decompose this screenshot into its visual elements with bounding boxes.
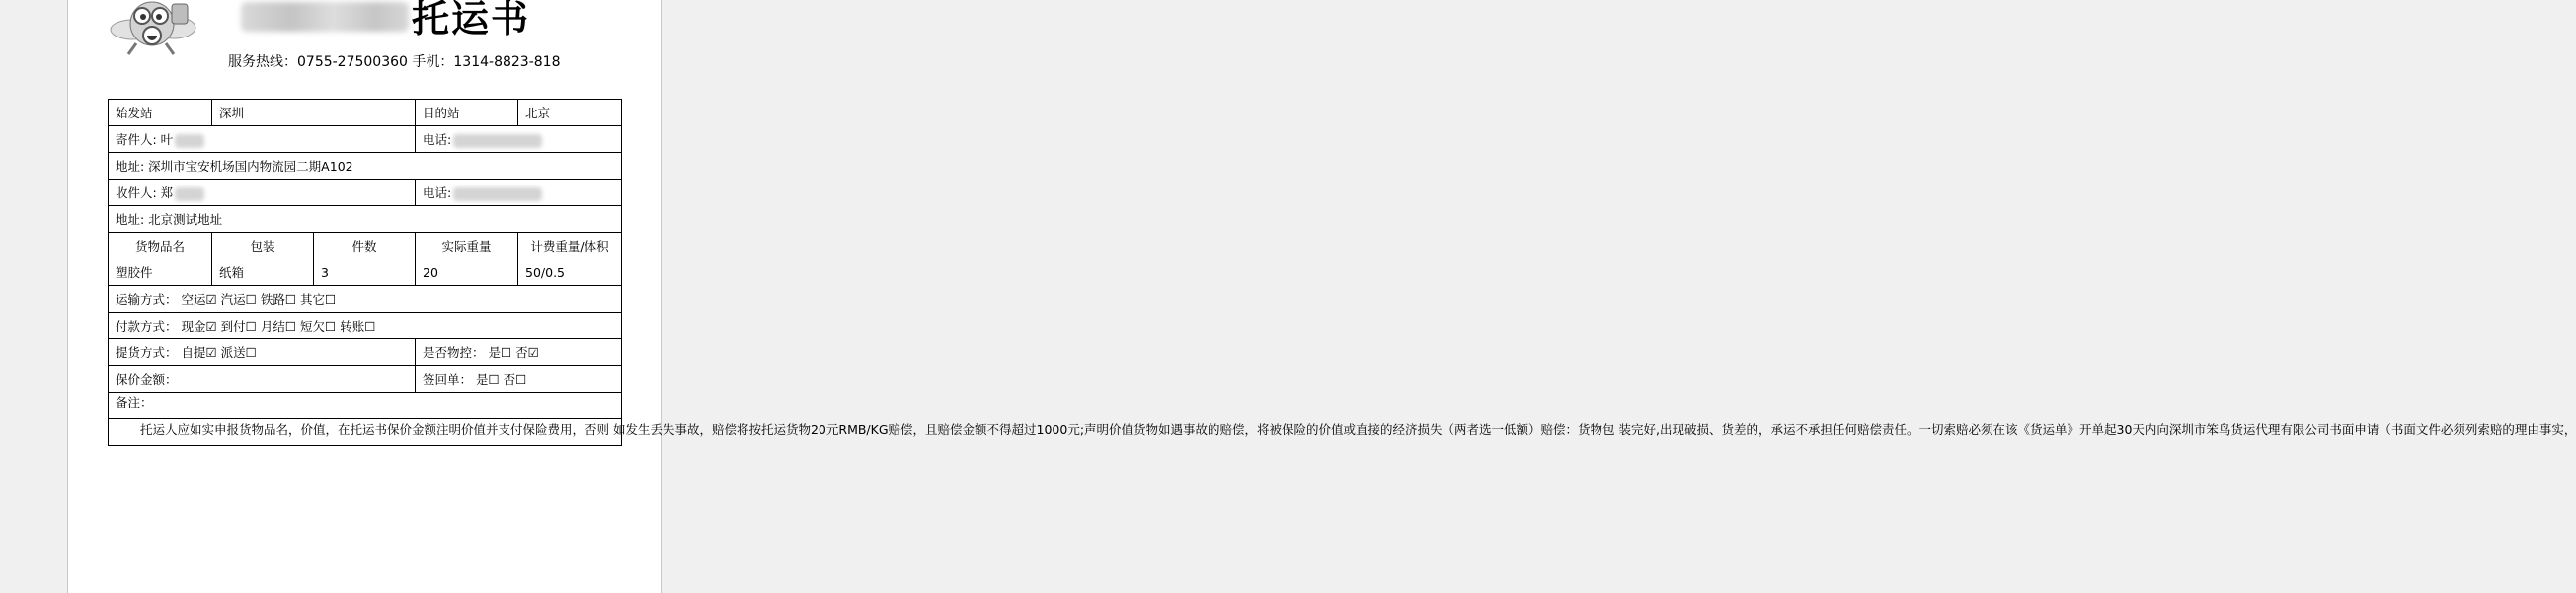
goods-data-row xyxy=(109,259,622,286)
origin-value[interactable]: 深圳 xyxy=(212,100,416,126)
payment-row xyxy=(109,313,622,339)
redacted-text xyxy=(453,134,542,148)
sender-name-field[interactable] xyxy=(109,126,416,153)
redacted-text xyxy=(453,187,542,201)
sender-phone-field[interactable] xyxy=(416,126,622,153)
sender-phone-label: 电话: xyxy=(423,132,452,147)
remark-field[interactable]: 备注： xyxy=(109,393,622,419)
insurance-row xyxy=(109,366,622,393)
receiver-phone-label: 电话: xyxy=(423,185,452,200)
document-title: 托运书 xyxy=(412,0,531,40)
terms-text: 托运人应如实申报货物品名，价值，在托运书保价金额注明价值并支付保险费用，否则 如发生丢失事故，赔偿将按托运货物20元RMB/KG赔偿，且赔偿金额不得超过1000元;声明价值货物如遇事故的赔偿，将被保险的价值或直接的经济损失（两者选一低额）赔偿：货物包 装完好,出现破损、货差的，承运不承担任何赔偿责任。一切索赔必须在该《货运单》开单起30天内向深圳市笨鸟货运代理有限公司书面申请（书面文件必须列索赔的理由事实， xyxy=(140,422,2576,437)
destination-label: 目的站 xyxy=(416,100,518,126)
sender-address-row xyxy=(109,153,622,180)
goods-header-cell: 货物品名 xyxy=(109,233,212,259)
remark-row xyxy=(109,393,622,419)
service-hotline: 服务热线：0755-27500360 手机：1314-8823-818 xyxy=(228,54,561,70)
insured-amount-field[interactable]: 保价金额： xyxy=(109,366,416,393)
goods-cell[interactable]: 20 xyxy=(416,259,518,286)
redacted-text xyxy=(175,134,204,148)
receiver-row xyxy=(109,180,622,206)
goods-header-row xyxy=(109,233,622,259)
origin-label: 始发站 xyxy=(109,100,212,126)
destination-value[interactable]: 北京 xyxy=(518,100,622,126)
receiver-name-label: 收件人: 郑 xyxy=(116,185,174,200)
mascot-logo xyxy=(103,0,201,55)
receiver-phone-field[interactable] xyxy=(416,180,622,206)
goods-header-cell: 件数 xyxy=(314,233,416,259)
goods-header-cell: 实际重量 xyxy=(416,233,518,259)
route-row xyxy=(109,100,622,126)
goods-cell[interactable]: 塑胶件 xyxy=(109,259,212,286)
transport-row xyxy=(109,286,622,313)
terms-row xyxy=(109,419,622,446)
pickup-row xyxy=(109,339,622,366)
payment-method-field[interactable]: 付款方式： 现金☑ 到付☐ 月结☐ 短欠☐ 转账☐ xyxy=(109,313,622,339)
redacted-text xyxy=(175,187,204,201)
transport-method-field[interactable]: 运输方式： 空运☑ 汽运☐ 铁路☐ 其它☐ xyxy=(109,286,622,313)
goods-cell[interactable]: 纸箱 xyxy=(212,259,314,286)
pickup-method-field[interactable]: 提货方式： 自提☑ 派送☐ xyxy=(109,339,416,366)
sender-address-field[interactable]: 地址: 深圳市宝安机场国内物流园二期A102 xyxy=(109,153,622,180)
company-name-redacted xyxy=(241,2,409,32)
receiver-name-field[interactable] xyxy=(109,180,416,206)
goods-cell[interactable]: 50/0.5 xyxy=(518,259,622,286)
goods-cell[interactable]: 3 xyxy=(314,259,416,286)
receiver-address-field[interactable]: 地址: 北京测试地址 xyxy=(109,206,622,233)
goods-header-cell: 包装 xyxy=(212,233,314,259)
terms-cell xyxy=(109,419,2576,446)
sender-name-label: 寄件人: 叶 xyxy=(116,132,174,147)
waybill-form xyxy=(108,99,2576,446)
waybill-document xyxy=(67,0,2576,593)
logistics-control-field[interactable]: 是否物控： 是☐ 否☑ xyxy=(416,339,622,366)
sender-row xyxy=(109,126,622,153)
return-receipt-field[interactable]: 签回单： 是☐ 否☐ xyxy=(416,366,622,393)
goods-header-cell: 计费重量/体积 xyxy=(518,233,622,259)
receiver-address-row xyxy=(109,206,622,233)
